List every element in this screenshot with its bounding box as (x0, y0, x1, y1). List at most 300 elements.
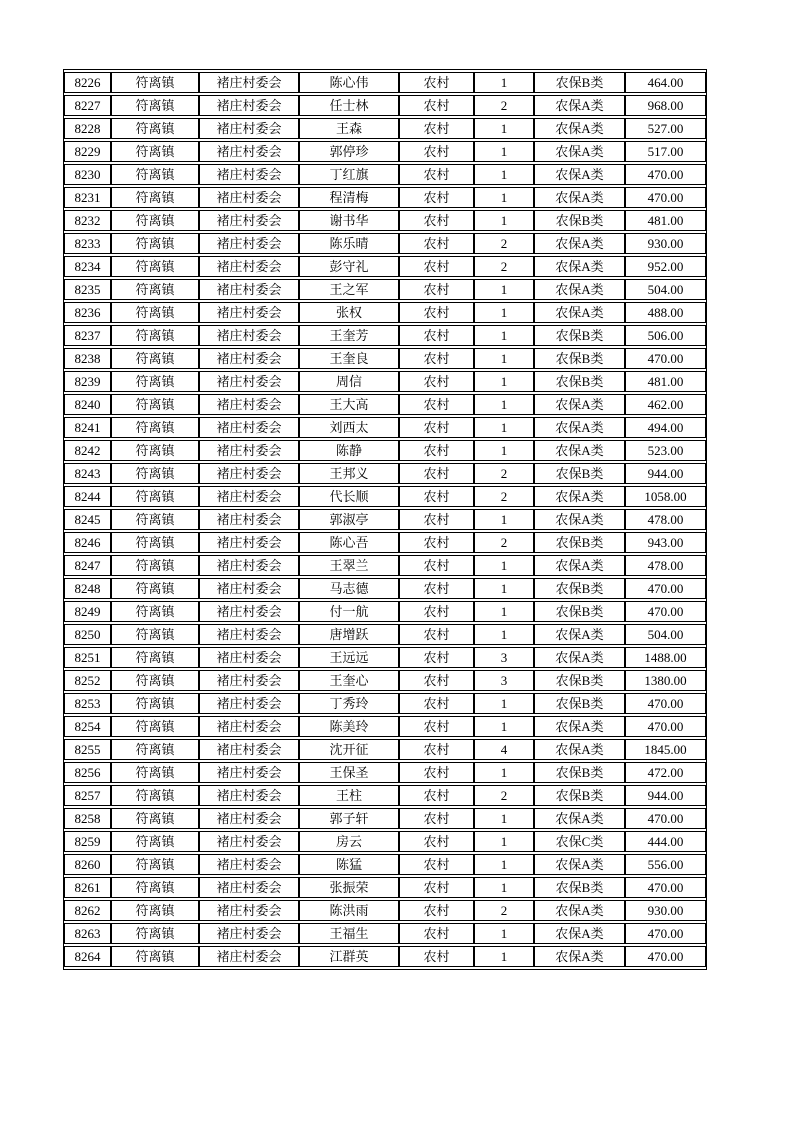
cell-amount: 481.00 (625, 371, 706, 392)
cell-person-count: 1 (474, 302, 534, 323)
cell-person-name: 江群英 (299, 946, 399, 967)
cell-amount: 556.00 (625, 854, 706, 875)
table-row (64, 440, 706, 461)
cell-serial-number: 8249 (64, 601, 111, 622)
cell-person-name: 王福生 (299, 923, 399, 944)
cell-amount: 944.00 (625, 785, 706, 806)
cell-residence-type: 农村 (399, 187, 474, 208)
cell-residence-type: 农村 (399, 624, 474, 645)
cell-village-committee: 褚庄村委会 (199, 739, 299, 760)
cell-serial-number: 8240 (64, 394, 111, 415)
cell-residence-type: 农村 (399, 417, 474, 438)
cell-serial-number: 8245 (64, 509, 111, 530)
cell-insurance-category: 农保A类 (534, 440, 625, 461)
cell-person-name: 王保圣 (299, 762, 399, 783)
cell-insurance-category: 农保B类 (534, 371, 625, 392)
cell-town: 符离镇 (111, 601, 199, 622)
cell-person-count: 1 (474, 440, 534, 461)
cell-insurance-category: 农保B类 (534, 532, 625, 553)
cell-amount: 470.00 (625, 187, 706, 208)
cell-residence-type: 农村 (399, 509, 474, 530)
table-row (64, 463, 706, 484)
cell-insurance-category: 农保A类 (534, 486, 625, 507)
cell-residence-type: 农村 (399, 95, 474, 116)
cell-person-name: 陈静 (299, 440, 399, 461)
cell-residence-type: 农村 (399, 486, 474, 507)
cell-person-count: 1 (474, 509, 534, 530)
cell-insurance-category: 农保A类 (534, 739, 625, 760)
cell-serial-number: 8243 (64, 463, 111, 484)
cell-amount: 1845.00 (625, 739, 706, 760)
table-row (64, 95, 706, 116)
cell-serial-number: 8237 (64, 325, 111, 346)
cell-village-committee: 褚庄村委会 (199, 325, 299, 346)
cell-town: 符离镇 (111, 440, 199, 461)
cell-village-committee: 褚庄村委会 (199, 394, 299, 415)
cell-insurance-category: 农保B类 (534, 670, 625, 691)
cell-person-count: 3 (474, 670, 534, 691)
cell-village-committee: 褚庄村委会 (199, 900, 299, 921)
cell-residence-type: 农村 (399, 256, 474, 277)
cell-town: 符离镇 (111, 72, 199, 93)
cell-person-name: 郭停珍 (299, 141, 399, 162)
cell-person-name: 刘西太 (299, 417, 399, 438)
cell-residence-type: 农村 (399, 739, 474, 760)
cell-amount: 943.00 (625, 532, 706, 553)
cell-insurance-category: 农保B类 (534, 463, 625, 484)
cell-residence-type: 农村 (399, 164, 474, 185)
cell-person-name: 陈洪雨 (299, 900, 399, 921)
table-row (64, 877, 706, 898)
cell-serial-number: 8261 (64, 877, 111, 898)
cell-insurance-category: 农保A类 (534, 233, 625, 254)
cell-town: 符离镇 (111, 624, 199, 645)
cell-person-count: 1 (474, 118, 534, 139)
cell-person-name: 张振荣 (299, 877, 399, 898)
cell-serial-number: 8239 (64, 371, 111, 392)
cell-residence-type: 农村 (399, 72, 474, 93)
table-row (64, 256, 706, 277)
cell-insurance-category: 农保A类 (534, 164, 625, 185)
cell-residence-type: 农村 (399, 279, 474, 300)
cell-residence-type: 农村 (399, 578, 474, 599)
cell-insurance-category: 农保A类 (534, 302, 625, 323)
cell-residence-type: 农村 (399, 762, 474, 783)
cell-person-count: 2 (474, 486, 534, 507)
cell-insurance-category: 农保A类 (534, 923, 625, 944)
cell-village-committee: 褚庄村委会 (199, 831, 299, 852)
cell-person-count: 2 (474, 900, 534, 921)
cell-insurance-category: 农保A类 (534, 647, 625, 668)
cell-insurance-category: 农保B类 (534, 762, 625, 783)
cell-village-committee: 褚庄村委会 (199, 532, 299, 553)
cell-person-count: 1 (474, 854, 534, 875)
cell-serial-number: 8244 (64, 486, 111, 507)
table-row (64, 371, 706, 392)
cell-village-committee: 褚庄村委会 (199, 877, 299, 898)
cell-town: 符离镇 (111, 900, 199, 921)
cell-town: 符离镇 (111, 187, 199, 208)
cell-person-count: 1 (474, 279, 534, 300)
cell-person-count: 1 (474, 325, 534, 346)
cell-serial-number: 8253 (64, 693, 111, 714)
cell-serial-number: 8258 (64, 808, 111, 829)
cell-town: 符离镇 (111, 647, 199, 668)
cell-person-count: 1 (474, 624, 534, 645)
cell-serial-number: 8260 (64, 854, 111, 875)
cell-serial-number: 8264 (64, 946, 111, 967)
cell-town: 符离镇 (111, 141, 199, 162)
cell-serial-number: 8230 (64, 164, 111, 185)
cell-person-name: 丁秀玲 (299, 693, 399, 714)
cell-residence-type: 农村 (399, 141, 474, 162)
cell-serial-number: 8226 (64, 72, 111, 93)
cell-serial-number: 8263 (64, 923, 111, 944)
cell-amount: 478.00 (625, 509, 706, 530)
cell-amount: 506.00 (625, 325, 706, 346)
cell-amount: 1058.00 (625, 486, 706, 507)
cell-amount: 517.00 (625, 141, 706, 162)
cell-amount: 464.00 (625, 72, 706, 93)
cell-amount: 462.00 (625, 394, 706, 415)
cell-amount: 952.00 (625, 256, 706, 277)
cell-person-name: 丁红旗 (299, 164, 399, 185)
table-row (64, 762, 706, 783)
cell-serial-number: 8236 (64, 302, 111, 323)
cell-person-name: 王奎良 (299, 348, 399, 369)
cell-person-count: 3 (474, 647, 534, 668)
cell-town: 符离镇 (111, 946, 199, 967)
table-row (64, 141, 706, 162)
cell-town: 符离镇 (111, 302, 199, 323)
cell-insurance-category: 农保B类 (534, 693, 625, 714)
cell-serial-number: 8256 (64, 762, 111, 783)
cell-person-count: 2 (474, 256, 534, 277)
cell-person-count: 1 (474, 716, 534, 737)
cell-village-committee: 褚庄村委会 (199, 762, 299, 783)
cell-residence-type: 农村 (399, 670, 474, 691)
cell-town: 符离镇 (111, 808, 199, 829)
table-row (64, 831, 706, 852)
cell-village-committee: 褚庄村委会 (199, 624, 299, 645)
cell-person-name: 陈心伟 (299, 72, 399, 93)
cell-insurance-category: 农保A类 (534, 555, 625, 576)
cell-person-count: 1 (474, 417, 534, 438)
cell-serial-number: 8235 (64, 279, 111, 300)
cell-person-count: 1 (474, 578, 534, 599)
cell-person-count: 1 (474, 394, 534, 415)
cell-person-count: 2 (474, 233, 534, 254)
cell-residence-type: 农村 (399, 348, 474, 369)
cell-insurance-category: 农保A类 (534, 394, 625, 415)
cell-village-committee: 褚庄村委会 (199, 417, 299, 438)
cell-amount: 470.00 (625, 164, 706, 185)
cell-insurance-category: 农保A类 (534, 417, 625, 438)
cell-insurance-category: 农保B类 (534, 877, 625, 898)
cell-person-name: 陈美玲 (299, 716, 399, 737)
table-row (64, 739, 706, 760)
cell-residence-type: 农村 (399, 785, 474, 806)
cell-village-committee: 褚庄村委会 (199, 348, 299, 369)
cell-person-name: 王奎芳 (299, 325, 399, 346)
table-row (64, 325, 706, 346)
cell-serial-number: 8231 (64, 187, 111, 208)
cell-person-name: 付一航 (299, 601, 399, 622)
cell-insurance-category: 农保A类 (534, 946, 625, 967)
cell-town: 符离镇 (111, 877, 199, 898)
cell-serial-number: 8229 (64, 141, 111, 162)
cell-village-committee: 褚庄村委会 (199, 463, 299, 484)
cell-person-count: 1 (474, 187, 534, 208)
cell-person-name: 房云 (299, 831, 399, 852)
cell-person-count: 1 (474, 210, 534, 231)
table-row (64, 532, 706, 553)
cell-town: 符离镇 (111, 785, 199, 806)
cell-person-name: 唐增跃 (299, 624, 399, 645)
cell-person-name: 任士林 (299, 95, 399, 116)
table-row (64, 670, 706, 691)
cell-person-count: 1 (474, 808, 534, 829)
cell-insurance-category: 农保B类 (534, 210, 625, 231)
cell-town: 符离镇 (111, 486, 199, 507)
cell-serial-number: 8234 (64, 256, 111, 277)
cell-person-name: 陈乐晴 (299, 233, 399, 254)
cell-residence-type: 农村 (399, 831, 474, 852)
cell-town: 符离镇 (111, 532, 199, 553)
cell-person-name: 王柱 (299, 785, 399, 806)
cell-insurance-category: 农保B类 (534, 325, 625, 346)
cell-residence-type: 农村 (399, 440, 474, 461)
table-row (64, 210, 706, 231)
cell-person-name: 代长顺 (299, 486, 399, 507)
cell-person-count: 1 (474, 72, 534, 93)
cell-serial-number: 8232 (64, 210, 111, 231)
cell-person-count: 4 (474, 739, 534, 760)
cell-insurance-category: 农保A类 (534, 256, 625, 277)
table-body (64, 72, 706, 967)
cell-village-committee: 褚庄村委会 (199, 95, 299, 116)
cell-person-count: 1 (474, 164, 534, 185)
cell-amount: 470.00 (625, 693, 706, 714)
cell-residence-type: 农村 (399, 854, 474, 875)
cell-village-committee: 褚庄村委会 (199, 808, 299, 829)
cell-amount: 470.00 (625, 946, 706, 967)
cell-person-count: 1 (474, 601, 534, 622)
table-row (64, 693, 706, 714)
cell-serial-number: 8251 (64, 647, 111, 668)
table-row (64, 923, 706, 944)
cell-person-name: 沈开征 (299, 739, 399, 760)
cell-person-count: 1 (474, 693, 534, 714)
cell-insurance-category: 农保B类 (534, 601, 625, 622)
cell-person-name: 王翠兰 (299, 555, 399, 576)
cell-town: 符离镇 (111, 256, 199, 277)
cell-amount: 494.00 (625, 417, 706, 438)
cell-village-committee: 褚庄村委会 (199, 118, 299, 139)
cell-village-committee: 褚庄村委会 (199, 302, 299, 323)
cell-amount: 481.00 (625, 210, 706, 231)
cell-person-name: 张权 (299, 302, 399, 323)
cell-insurance-category: 农保A类 (534, 118, 625, 139)
cell-residence-type: 农村 (399, 463, 474, 484)
cell-amount: 478.00 (625, 555, 706, 576)
cell-town: 符离镇 (111, 670, 199, 691)
table-row (64, 279, 706, 300)
cell-person-name: 谢书华 (299, 210, 399, 231)
cell-person-count: 1 (474, 831, 534, 852)
cell-amount: 504.00 (625, 279, 706, 300)
cell-amount: 488.00 (625, 302, 706, 323)
cell-person-name: 王大高 (299, 394, 399, 415)
cell-town: 符离镇 (111, 118, 199, 139)
cell-insurance-category: 农保A类 (534, 624, 625, 645)
cell-amount: 504.00 (625, 624, 706, 645)
cell-insurance-category: 农保A类 (534, 854, 625, 875)
cell-serial-number: 8247 (64, 555, 111, 576)
table-row (64, 394, 706, 415)
cell-town: 符离镇 (111, 578, 199, 599)
cell-village-committee: 褚庄村委会 (199, 210, 299, 231)
cell-serial-number: 8252 (64, 670, 111, 691)
table-row (64, 601, 706, 622)
cell-amount: 968.00 (625, 95, 706, 116)
cell-serial-number: 8259 (64, 831, 111, 852)
cell-residence-type: 农村 (399, 325, 474, 346)
table-row (64, 578, 706, 599)
cell-residence-type: 农村 (399, 716, 474, 737)
cell-person-count: 1 (474, 141, 534, 162)
cell-town: 符离镇 (111, 325, 199, 346)
cell-village-committee: 褚庄村委会 (199, 486, 299, 507)
table-row (64, 164, 706, 185)
cell-village-committee: 褚庄村委会 (199, 601, 299, 622)
cell-town: 符离镇 (111, 463, 199, 484)
cell-serial-number: 8241 (64, 417, 111, 438)
cell-serial-number: 8248 (64, 578, 111, 599)
cell-village-committee: 褚庄村委会 (199, 647, 299, 668)
cell-insurance-category: 农保B类 (534, 72, 625, 93)
cell-residence-type: 农村 (399, 394, 474, 415)
table-row (64, 854, 706, 875)
cell-residence-type: 农村 (399, 877, 474, 898)
cell-amount: 944.00 (625, 463, 706, 484)
cell-person-name: 王之军 (299, 279, 399, 300)
cell-insurance-category: 农保B类 (534, 348, 625, 369)
cell-insurance-category: 农保A类 (534, 95, 625, 116)
table-row (64, 233, 706, 254)
cell-village-committee: 褚庄村委会 (199, 164, 299, 185)
payment-roster-table (63, 69, 707, 970)
cell-person-name: 程清梅 (299, 187, 399, 208)
cell-insurance-category: 农保A类 (534, 141, 625, 162)
cell-residence-type: 农村 (399, 233, 474, 254)
cell-village-committee: 褚庄村委会 (199, 509, 299, 530)
cell-amount: 472.00 (625, 762, 706, 783)
cell-residence-type: 农村 (399, 900, 474, 921)
cell-town: 符离镇 (111, 417, 199, 438)
cell-person-count: 1 (474, 348, 534, 369)
cell-serial-number: 8228 (64, 118, 111, 139)
cell-insurance-category: 农保B类 (534, 785, 625, 806)
cell-person-name: 王邦义 (299, 463, 399, 484)
cell-town: 符离镇 (111, 739, 199, 760)
cell-insurance-category: 农保B类 (534, 578, 625, 599)
table-row (64, 624, 706, 645)
cell-amount: 444.00 (625, 831, 706, 852)
cell-person-name: 王奎心 (299, 670, 399, 691)
cell-insurance-category: 农保A类 (534, 900, 625, 921)
cell-person-name: 王远远 (299, 647, 399, 668)
cell-residence-type: 农村 (399, 946, 474, 967)
table-row (64, 716, 706, 737)
cell-person-count: 2 (474, 532, 534, 553)
cell-town: 符离镇 (111, 831, 199, 852)
cell-residence-type: 农村 (399, 555, 474, 576)
table-row (64, 900, 706, 921)
cell-insurance-category: 农保A类 (534, 808, 625, 829)
cell-amount: 930.00 (625, 900, 706, 921)
table-row (64, 118, 706, 139)
cell-town: 符离镇 (111, 371, 199, 392)
cell-amount: 470.00 (625, 578, 706, 599)
cell-village-committee: 褚庄村委会 (199, 256, 299, 277)
cell-village-committee: 褚庄村委会 (199, 555, 299, 576)
cell-town: 符离镇 (111, 854, 199, 875)
cell-residence-type: 农村 (399, 371, 474, 392)
cell-amount: 470.00 (625, 348, 706, 369)
cell-village-committee: 褚庄村委会 (199, 785, 299, 806)
table-row (64, 302, 706, 323)
cell-residence-type: 农村 (399, 302, 474, 323)
cell-person-count: 1 (474, 371, 534, 392)
cell-insurance-category: 农保A类 (534, 716, 625, 737)
cell-village-committee: 褚庄村委会 (199, 854, 299, 875)
cell-town: 符离镇 (111, 210, 199, 231)
cell-town: 符离镇 (111, 923, 199, 944)
cell-town: 符离镇 (111, 233, 199, 254)
cell-insurance-category: 农保A类 (534, 187, 625, 208)
cell-amount: 523.00 (625, 440, 706, 461)
cell-village-committee: 褚庄村委会 (199, 923, 299, 944)
cell-village-committee: 褚庄村委会 (199, 946, 299, 967)
table-row (64, 509, 706, 530)
cell-serial-number: 8238 (64, 348, 111, 369)
table-row (64, 785, 706, 806)
table-row (64, 72, 706, 93)
cell-amount: 470.00 (625, 808, 706, 829)
cell-village-committee: 褚庄村委会 (199, 141, 299, 162)
cell-person-name: 马志德 (299, 578, 399, 599)
cell-serial-number: 8233 (64, 233, 111, 254)
cell-residence-type: 农村 (399, 532, 474, 553)
cell-amount: 470.00 (625, 877, 706, 898)
cell-village-committee: 褚庄村委会 (199, 693, 299, 714)
cell-person-count: 2 (474, 785, 534, 806)
cell-residence-type: 农村 (399, 210, 474, 231)
cell-person-count: 1 (474, 946, 534, 967)
cell-amount: 470.00 (625, 601, 706, 622)
cell-town: 符离镇 (111, 348, 199, 369)
cell-serial-number: 8255 (64, 739, 111, 760)
cell-serial-number: 8246 (64, 532, 111, 553)
cell-town: 符离镇 (111, 279, 199, 300)
cell-serial-number: 8250 (64, 624, 111, 645)
cell-person-count: 1 (474, 762, 534, 783)
cell-residence-type: 农村 (399, 923, 474, 944)
cell-person-name: 陈心吾 (299, 532, 399, 553)
cell-village-committee: 褚庄村委会 (199, 187, 299, 208)
cell-village-committee: 褚庄村委会 (199, 670, 299, 691)
